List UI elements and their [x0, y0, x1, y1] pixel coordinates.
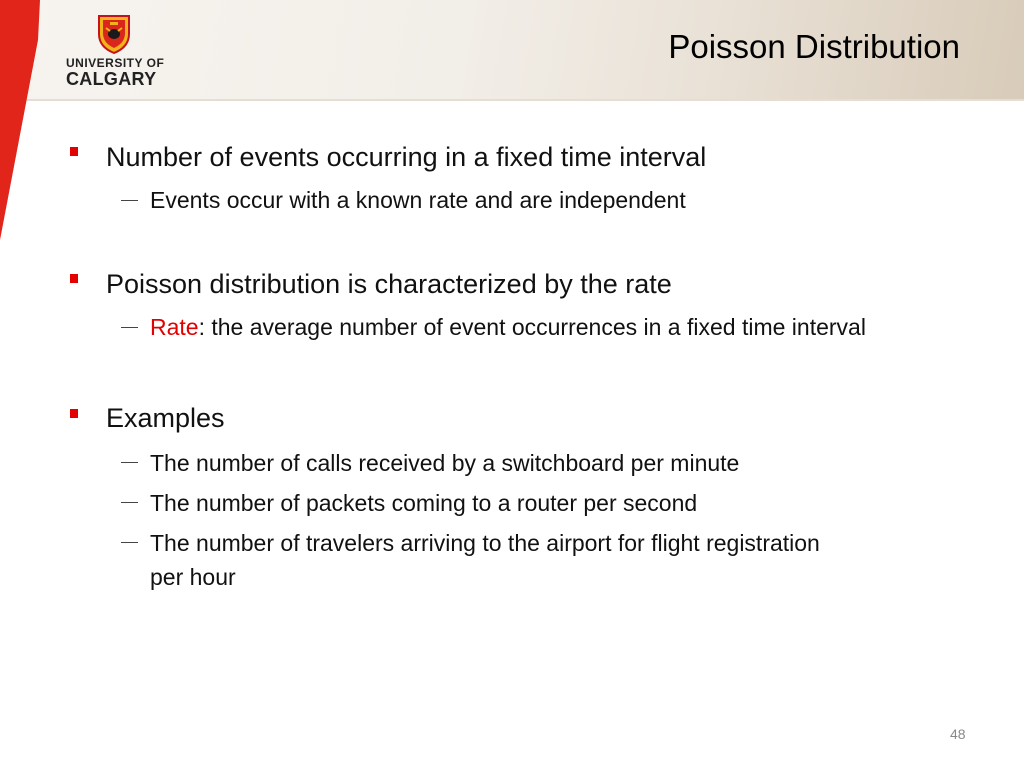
sub-bullet-text: The number of packets coming to a router per second: [150, 490, 698, 516]
sub-bullet-text: The number of travelers arriving to the airport for flight registration: [150, 530, 820, 556]
logo-text-line2: CALGARY: [66, 69, 157, 89]
highlighted-term: Rate: [150, 314, 199, 340]
sub-bullet-dash: [121, 327, 138, 328]
bullet-text: Number of events occurring in a fixed time interval: [106, 142, 707, 172]
sub-bullet-continuation: per hour: [150, 564, 236, 590]
sub-bullet-dash: [121, 502, 138, 503]
sub-bullet-text: The number of calls received by a switchboard per minute: [150, 450, 740, 476]
sub-bullet-dash: [121, 200, 138, 201]
sub-bullet-dash: [121, 462, 138, 463]
bullet-marker: [70, 409, 78, 418]
bullet-marker: [70, 274, 78, 283]
sub-bullet-text-rest: : the average number of event occurrences in a fixed time interval: [198, 314, 866, 340]
bullet-marker: [70, 147, 78, 156]
bullet-text: Examples: [106, 403, 225, 433]
sub-bullet-text: Events occur with a known rate and are independent: [150, 187, 686, 213]
sub-bullet-text: [150, 310, 866, 344]
bullet-text: Poisson distribution is characterized by the rate: [106, 269, 672, 299]
page-number: 48: [950, 726, 966, 742]
slide-title: Poisson Distribution: [668, 28, 960, 65]
sub-bullet-dash: [121, 542, 138, 543]
logo-text-line1: UNIVERSITY OF: [66, 56, 165, 70]
